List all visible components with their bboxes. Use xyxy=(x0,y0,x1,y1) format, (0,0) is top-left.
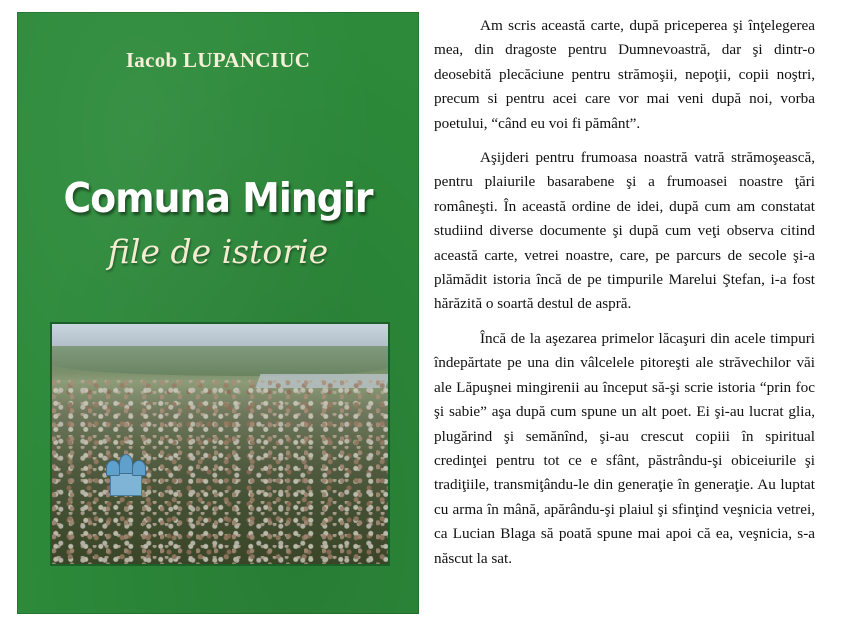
cover-subtitle: file de istorie xyxy=(107,232,329,271)
photo-hills xyxy=(52,346,388,376)
cover-author: Iacob LUPANCIUC xyxy=(125,48,311,72)
paragraph-2: Aşijderi pentru frumoasa noastră vatră strămoşească, pentru plaiurile basarabene şi a frumoasei noastre ţări româneşti. În această ordine de idei, după cum am constatat studiind diverse documente şi după cum veţi observa citind această carte, vetrei noastre, care, pe parcurs de secole şi-a plămădit istoria încă de pe timpurile Marelui Ştefan, i-a fost hărăzită o soartă destul de aspră. xyxy=(434,149,815,313)
church-dome xyxy=(106,460,120,476)
paragraph-3: Încă de la aşezarea primelor lăcaşuri din acele timpuri îndepărtate pe una din vâlcelele pitoreşti ale străvechilor văi ale Lăpuşnei mingirenii au început să-şi scrie istoria “prin foc şi sabie” aşa după cum spune un alt poet. Ei şi-au lucrat glia, plugărind şi semănînd, şi-au crescut copiii în spiritual credinţei pentru tot ce e sfânt, păstrându-şi obiceiurile şi tradiţiile, transmiţându-le din generaţie în generaţie. Au luptat cu arma în mână, apărându-şi plaiul şi sfinţind veşnicia vetrei, ca Lucian Blaga să poată spune mai apoi că ea, veşnicia, s-a născut la sat. xyxy=(434,329,815,567)
book-cover xyxy=(17,12,419,614)
cover-photo xyxy=(50,322,390,566)
church-icon xyxy=(102,454,148,494)
paragraph-1: Am scris această carte, după priceperea şi înţelegerea mea, din dragoste pentru Dumnevoastră, dar şi dintr-o deosebită plecăciune pentru strămoşii, nepoţii, copii noştri, precum si pentru acei care vor mai veni după noi, vorba poetului, “când eu voi fi pământ”. xyxy=(434,17,815,132)
church-dome xyxy=(119,454,133,474)
body-text xyxy=(434,14,815,581)
church-dome xyxy=(132,460,146,476)
cover-title: Comuna Mingir xyxy=(63,174,373,222)
